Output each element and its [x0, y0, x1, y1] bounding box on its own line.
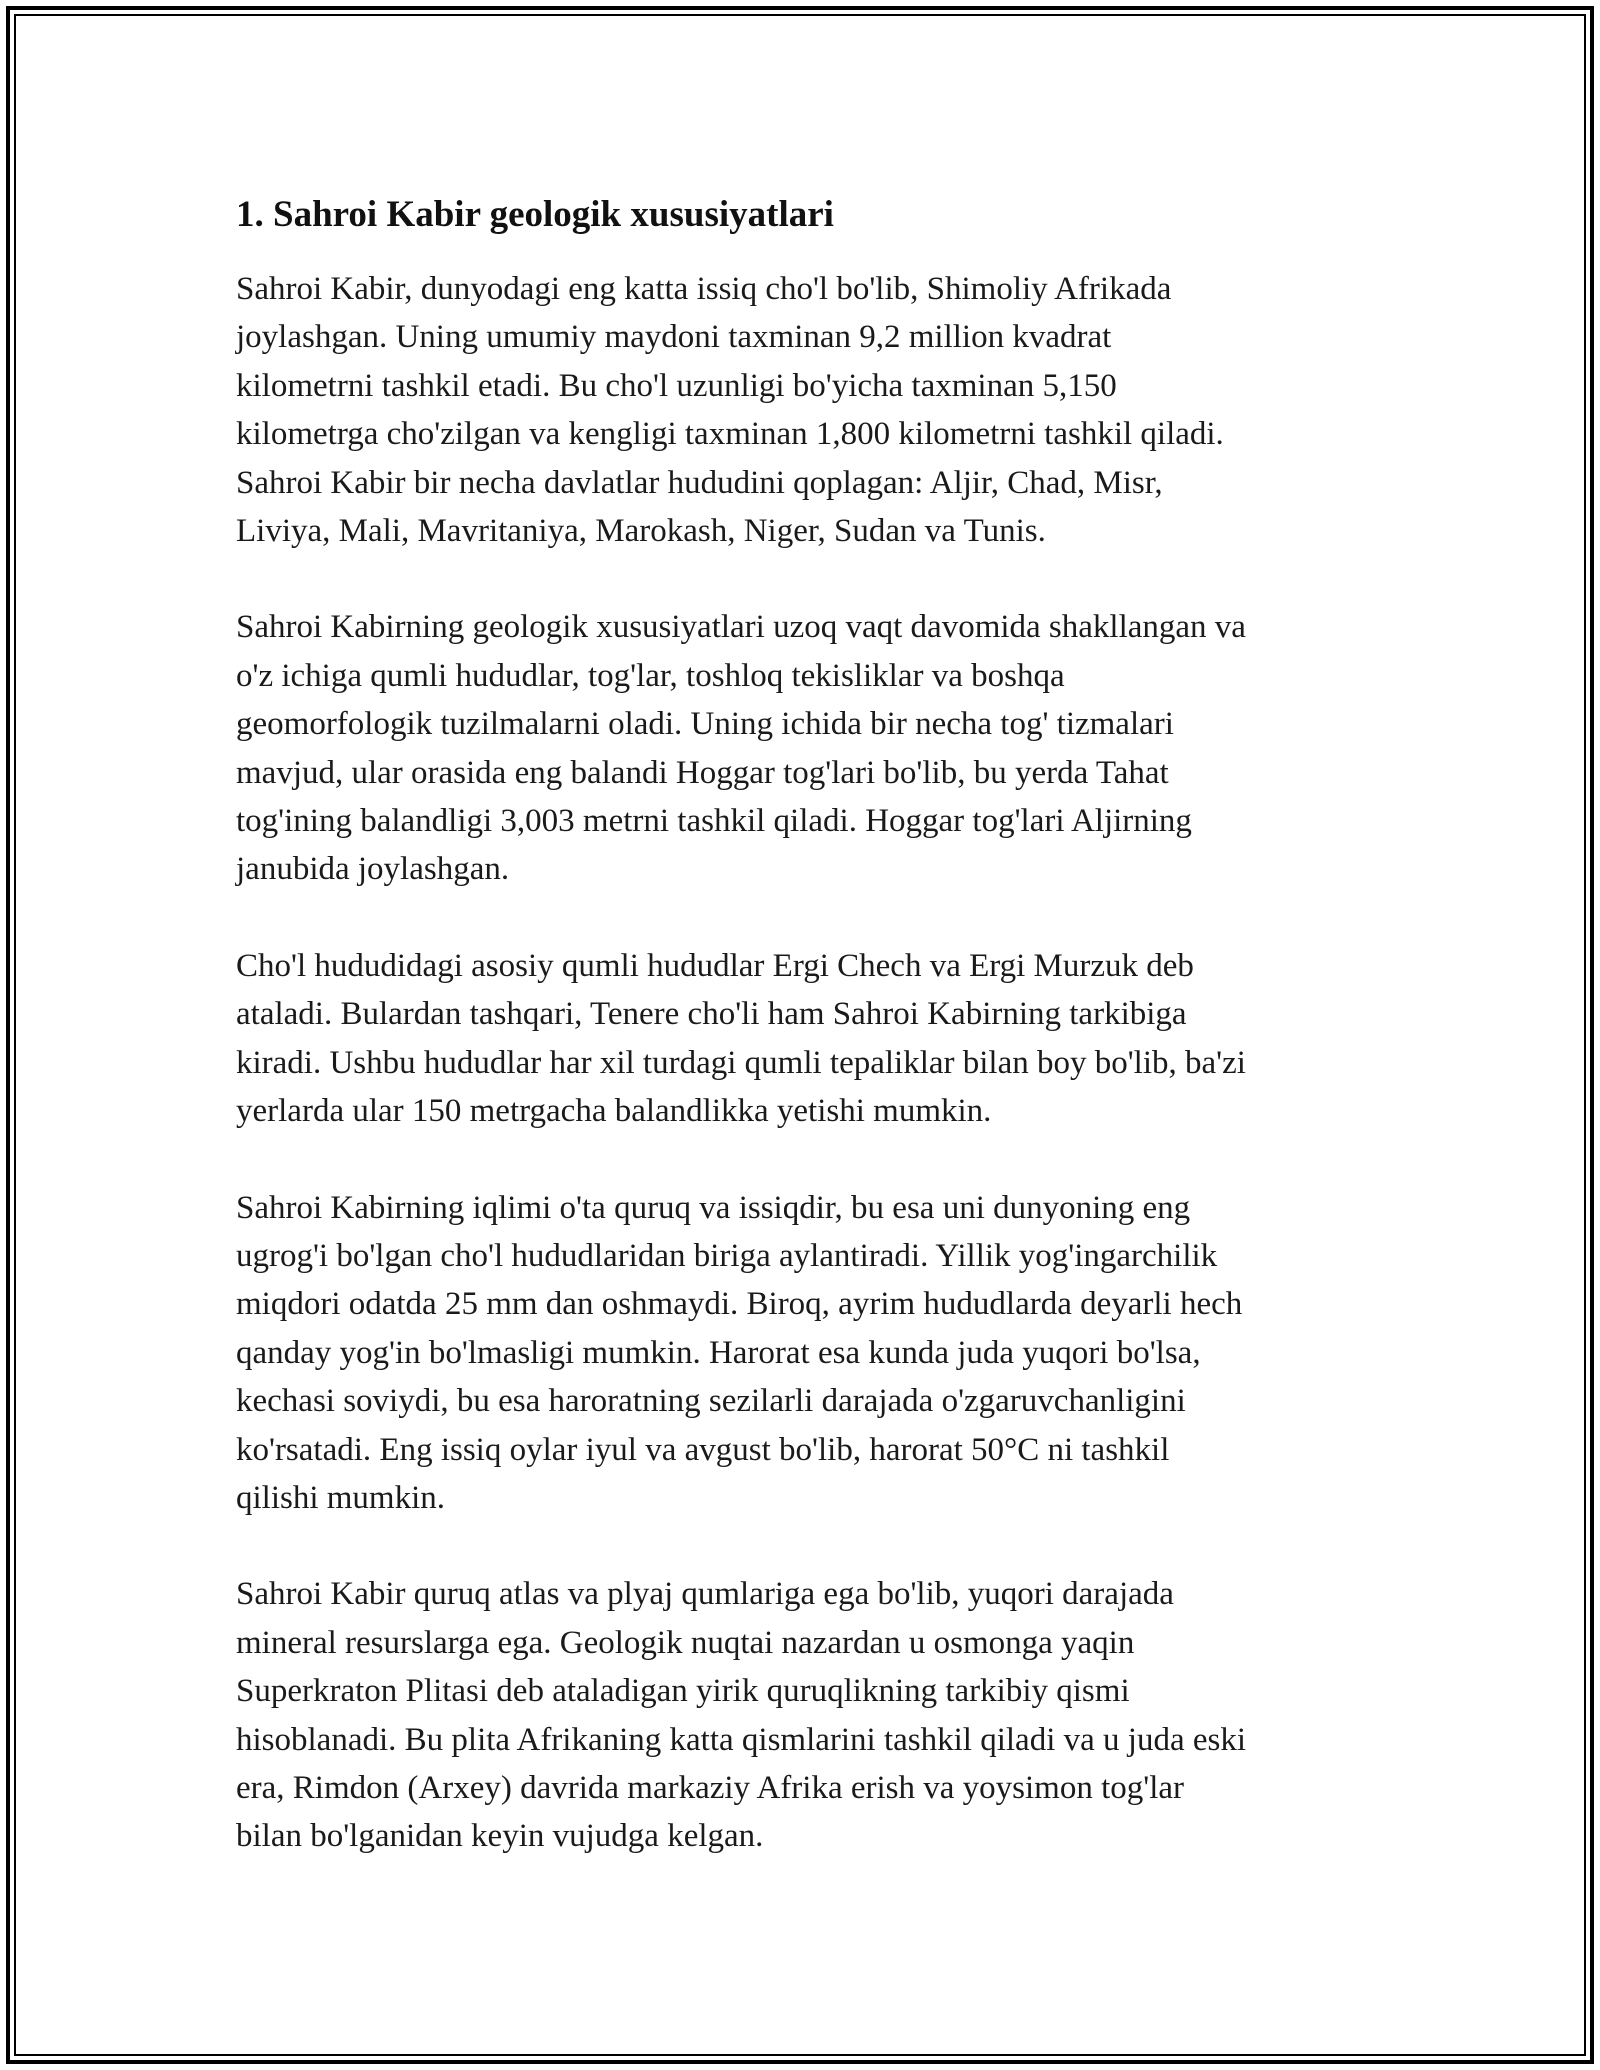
paragraph-line: ko'rsatadi. Eng issiq oylar iyul va avgust bo'lib, harorat 50°C ni tashkil	[236, 1431, 1170, 1468]
section-heading: 1. Sahroi Kabir geologik xususiyatlari	[236, 194, 834, 235]
paragraph-line: mavjud, ular orasida eng balandi Hoggar tog'lari bo'lib, bu yerda Tahat	[236, 754, 1169, 791]
paragraph-line: Superkraton Plitasi deb ataladigan yirik quruqlikning tarkibiy qismi	[236, 1673, 1130, 1710]
paragraph-line: tog'ining balandligi 3,003 metrni tashkil qiladi. Hoggar tog'lari Aljirning	[236, 803, 1192, 840]
paragraph-line: Liviya, Mali, Mavritaniya, Marokash, Niger, Sudan va Tunis.	[236, 513, 1046, 550]
paragraph-line: joylashgan. Uning umumiy maydoni taxminan 9,2 million kvadrat	[236, 319, 1112, 356]
paragraph-line: geomorfologik tuzilmalarni oladi. Uning ichida bir necha tog' tizmalari	[236, 706, 1174, 743]
paragraph-line: Sahroi Kabirning geologik xususiyatlari uzoq vaqt davomida shakllangan va	[236, 609, 1246, 646]
paragraph-line: bilan bo'lganidan keyin vujudga kelgan.	[236, 1818, 764, 1855]
paragraph-line: kiradi. Ushbu hududlar har xil turdagi qumli tepaliklar bilan boy bo'lib, ba'zi	[236, 1044, 1246, 1081]
paragraph-line: janubida joylashgan.	[236, 851, 510, 888]
paragraph	[236, 942, 1366, 1136]
paragraph	[236, 603, 1366, 893]
paragraph-line: qilishi mumkin.	[236, 1479, 446, 1516]
paragraph-line: Sahroi Kabir bir necha davlatlar hududini qoplagan: Aljir, Chad, Misr,	[236, 464, 1163, 501]
paragraph-line: Sahroi Kabirning iqlimi o'ta quruq va issiqdir, bu esa uni dunyoning eng	[236, 1189, 1191, 1226]
document-body	[236, 185, 1366, 1909]
paragraph-line: kilometrni tashkil etadi. Bu cho'l uzunligi bo'yicha taxminan 5,150	[236, 367, 1117, 404]
paragraph-line: yerlarda ular 150 metrgacha balandlikka yetishi mumkin.	[236, 1093, 992, 1130]
paragraph-line: o'z ichiga qumli hududlar, tog'lar, toshloq tekisliklar va boshqa	[236, 657, 1065, 694]
paragraph-line: Sahroi Kabir quruq atlas va plyaj qumlariga ega bo'lib, yuqori darajada	[236, 1576, 1174, 1613]
paragraph-line: qanday yog'in bo'lmasligi mumkin. Harorat esa kunda juda yuqori bo'lsa,	[236, 1334, 1201, 1371]
paragraph-line: ataladi. Bulardan tashqari, Tenere cho'li ham Sahroi Kabirning tarkibiga	[236, 996, 1187, 1033]
paragraph-line: kechasi soviydi, bu esa haroratning sezilarli darajada o'zgaruvchanligini	[236, 1383, 1186, 1420]
paragraph-line: ugrog'i bo'lgan cho'l hududlaridan biriga aylantiradi. Yillik yog'ingarchilik	[236, 1237, 1218, 1274]
paragraph	[236, 1570, 1366, 1860]
paragraph-line: Cho'l hududidagi asosiy qumli hududlar Ergi Chech va Ergi Murzuk deb	[236, 947, 1194, 984]
paragraph	[236, 265, 1366, 555]
paragraph-line: hisoblanadi. Bu plita Afrikaning katta qismlarini tashkil qiladi va u juda eski	[236, 1721, 1246, 1758]
paragraph-line: era, Rimdon (Arxey) davrida markaziy Afrika erish va yoysimon tog'lar	[236, 1769, 1184, 1806]
paragraph	[236, 1184, 1366, 1523]
paragraph-list	[236, 265, 1366, 1861]
paragraph-line: miqdori odatda 25 mm dan oshmaydi. Biroq, ayrim hududlarda deyarli hech	[236, 1286, 1243, 1323]
paragraph-line: Sahroi Kabir, dunyodagi eng katta issiq cho'l bo'lib, Shimoliy Afrikada	[236, 271, 1172, 307]
paragraph-line: mineral resurslarga ega. Geologik nuqtai nazardan u osmonga yaqin	[236, 1624, 1135, 1661]
paragraph-line: kilometrga cho'zilgan va kengligi taxminan 1,800 kilometrni tashkil qiladi.	[236, 416, 1224, 453]
